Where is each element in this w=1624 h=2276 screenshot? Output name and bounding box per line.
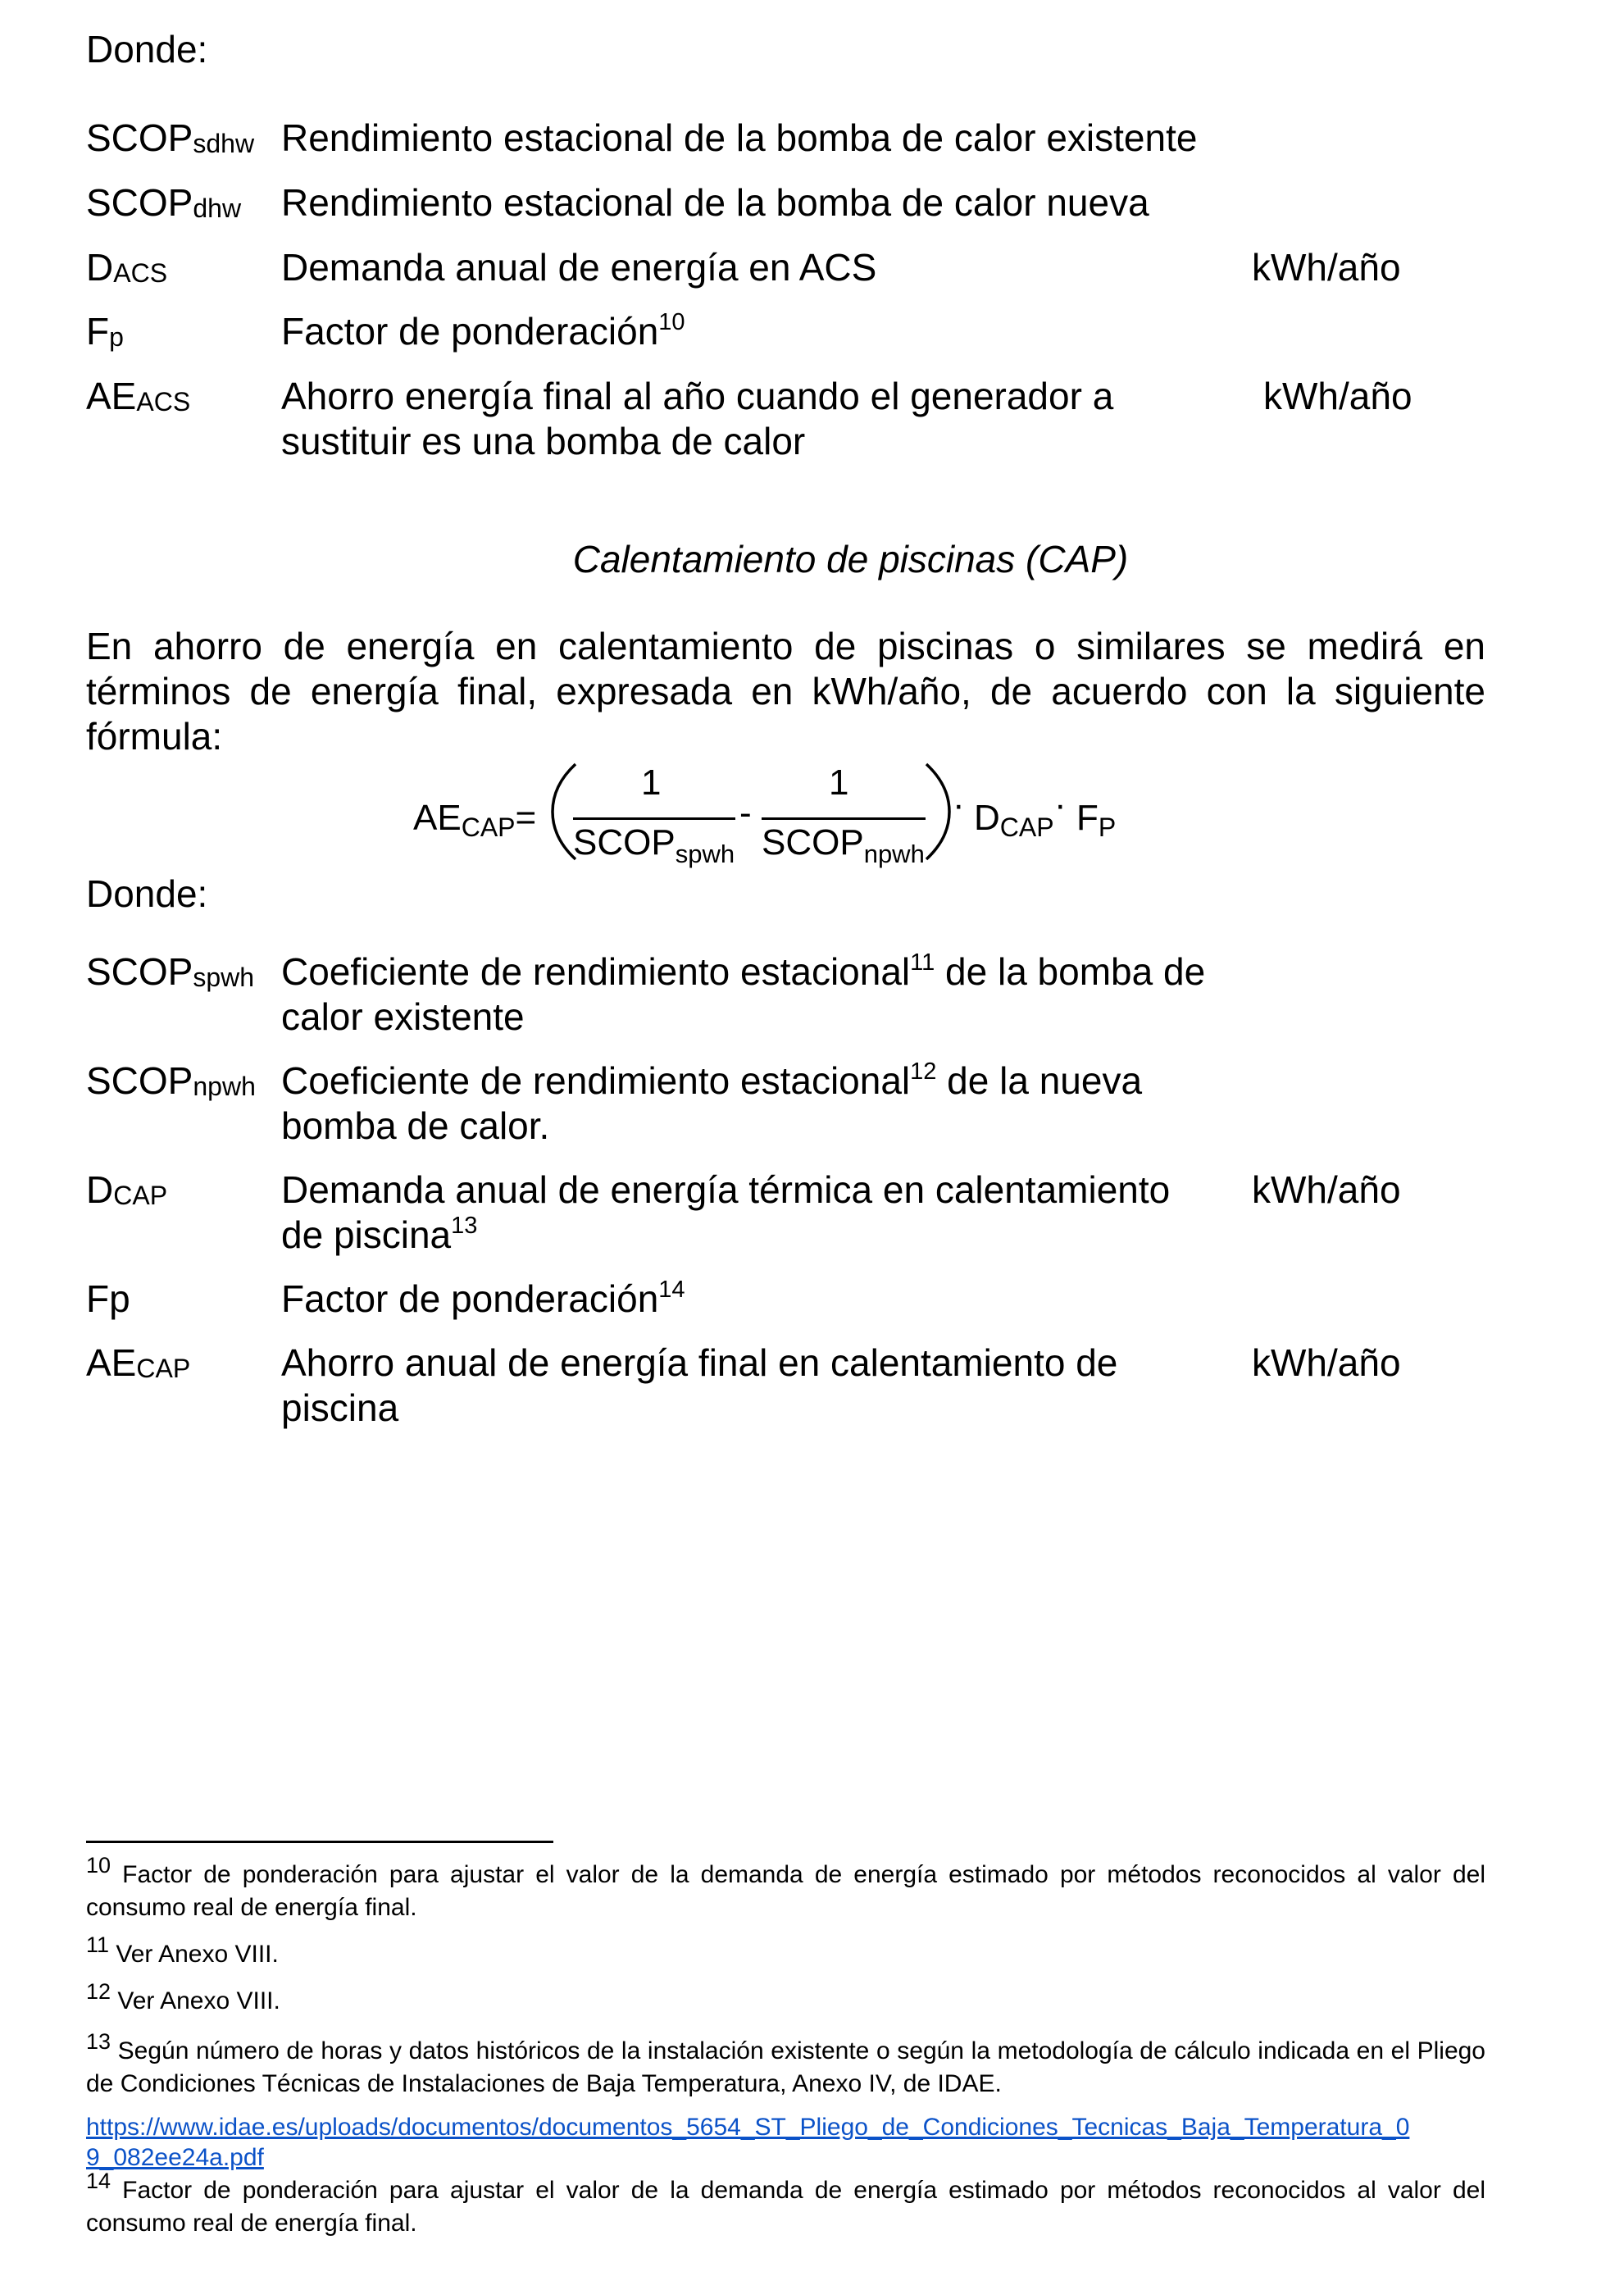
footnote-ref-10[interactable]: 10 bbox=[658, 309, 685, 335]
desc-d-cap-line2: de piscina$^{13}$ bbox=[281, 1213, 478, 1256]
footnote-ref-11[interactable]: 11 bbox=[910, 949, 935, 976]
desc-d-cap-line1: Demanda anual de energía térmica en calentamiento bbox=[281, 1168, 1171, 1211]
footnote-13-link-line1[interactable]: https://www.idae.es/uploads/documentos/documentos_5654_ST_Pliego_de_Condiciones_Tecnicas_Baja_Temperatura_0 bbox=[86, 2114, 1410, 2141]
formula-fp: $F_P$ bbox=[1076, 798, 1117, 842]
desc-ae-acs-line1: Ahorro energía final al año cuando el generador a bbox=[281, 375, 1114, 417]
symbol-scop-spwh: $SCOP_{spwh}$ bbox=[86, 950, 255, 993]
footnote-11: $^{11}$ Ver Anexo VIII. bbox=[86, 1932, 279, 1968]
desc-d-acs: Demanda anual de energía en ACS bbox=[281, 246, 877, 289]
symbol-fp-top: $F_p$ bbox=[86, 310, 124, 353]
unit-ae-acs: kWh/año bbox=[1263, 375, 1412, 417]
footnote-13: $^{13}$ Según número de horas y datos históricos de la instalación existente o según la metodología de cálculo indicada en el Pliego de Condiciones Técnicas de Instalaciones de Baja Temperatura, Anexo IV, de IDAE. bbox=[86, 2029, 1485, 2097]
numerator-2: 1 bbox=[829, 762, 849, 803]
footnote-13-link-line2[interactable]: 9_082ee24a.pdf bbox=[86, 2144, 264, 2171]
footnote-separator bbox=[86, 1841, 553, 1843]
unit-d-cap: kWh/año bbox=[1252, 1168, 1401, 1211]
section-title: Calentamiento de piscinas (CAP) bbox=[572, 538, 1129, 580]
footnote-14: $^{14}$ Factor de ponderación para ajustar el valor de la demanda de energía estimado por métodos reconocidos al valor del consumo real de energía final. bbox=[86, 2169, 1485, 2237]
right-parenthesis bbox=[921, 761, 954, 863]
symbol-ae-cap: $AE_{CAP}$ bbox=[86, 1341, 191, 1384]
footnote-12: $^{12}$ Ver Anexo VIII. bbox=[86, 1979, 280, 2014]
desc-scop-spwh-line2: calor existente bbox=[281, 995, 525, 1038]
formula-lhs: $AE_{CAP}=$ bbox=[413, 798, 537, 842]
desc-ae-cap-line2: piscina bbox=[281, 1386, 399, 1429]
section-intro: En ahorro de energía en calentamiento de piscinas o similares se medirá en términos de energía final, expresada en kWh/año, de acuerdo con la siguiente fórmula: bbox=[86, 625, 1485, 758]
symbol-d-cap: $D_{CAP}$ bbox=[86, 1168, 168, 1211]
formula-d-cap: $D_{CAP}$ bbox=[974, 798, 1054, 842]
unit-d-acs: kWh/año bbox=[1252, 246, 1401, 289]
donde-label-top: Donde: bbox=[86, 28, 208, 71]
footnote-ref-14[interactable]: 14 bbox=[658, 1277, 685, 1303]
symbol-ae-acs: $AE_{ACS}$ bbox=[86, 375, 191, 417]
desc-fp-top: Factor de ponderación$^{10}$ bbox=[281, 309, 685, 353]
desc-ae-cap-line1: Ahorro anual de energía final en calentamiento de bbox=[281, 1341, 1118, 1384]
footnote-10: $^{10}$ Factor de ponderación para ajustar el valor de la demanda de energía estimado por métodos reconocidos al valor del consumo real de energía final. bbox=[86, 1853, 1485, 1921]
desc-scop-dhw: Rendimiento estacional de la bomba de calor nueva bbox=[281, 181, 1149, 224]
symbol-scop-sdhw: $SCOP_{sdhw}$ bbox=[86, 116, 255, 159]
minus-sign: - bbox=[739, 793, 752, 833]
symbol-fp-bottom: Fp bbox=[86, 1277, 130, 1320]
donde-label-bottom: Donde: bbox=[86, 872, 208, 915]
symbol-scop-dhw: $SCOP_{dhw}$ bbox=[86, 181, 242, 224]
unit-ae-cap: kWh/año bbox=[1252, 1341, 1401, 1384]
desc-ae-acs-line2: sustituir es una bomba de calor bbox=[281, 420, 806, 462]
desc-fp-bottom: Factor de ponderación$^{14}$ bbox=[281, 1277, 685, 1320]
denominator-1: $SCOP_{spwh}$ bbox=[573, 822, 735, 868]
footnote-ref-12[interactable]: 12 bbox=[910, 1058, 937, 1085]
symbol-d-acs: $D_{ACS}$ bbox=[86, 246, 168, 289]
desc-scop-npwh-line1: Coeficiente de rendimiento estacional$^{12}$ de la nueva bbox=[281, 1058, 1143, 1102]
desc-scop-sdhw: Rendimiento estacional de la bomba de calor existente bbox=[281, 116, 1198, 159]
denominator-2: $SCOP_{npwh}$ bbox=[762, 822, 925, 868]
numerator-1: 1 bbox=[641, 762, 662, 803]
desc-scop-spwh-line1: Coeficiente de rendimiento estacional$^{11}$ de la bomba de bbox=[281, 949, 1206, 993]
formula-dot-1: · bbox=[953, 785, 965, 825]
desc-scop-npwh-line2: bomba de calor. bbox=[281, 1104, 550, 1147]
formula-dot-2: · bbox=[1054, 785, 1067, 825]
formula-ae-cap bbox=[410, 762, 1131, 873]
symbol-scop-npwh: $SCOP_{npwh}$ bbox=[86, 1059, 256, 1102]
footnote-ref-13[interactable]: 13 bbox=[451, 1213, 478, 1239]
